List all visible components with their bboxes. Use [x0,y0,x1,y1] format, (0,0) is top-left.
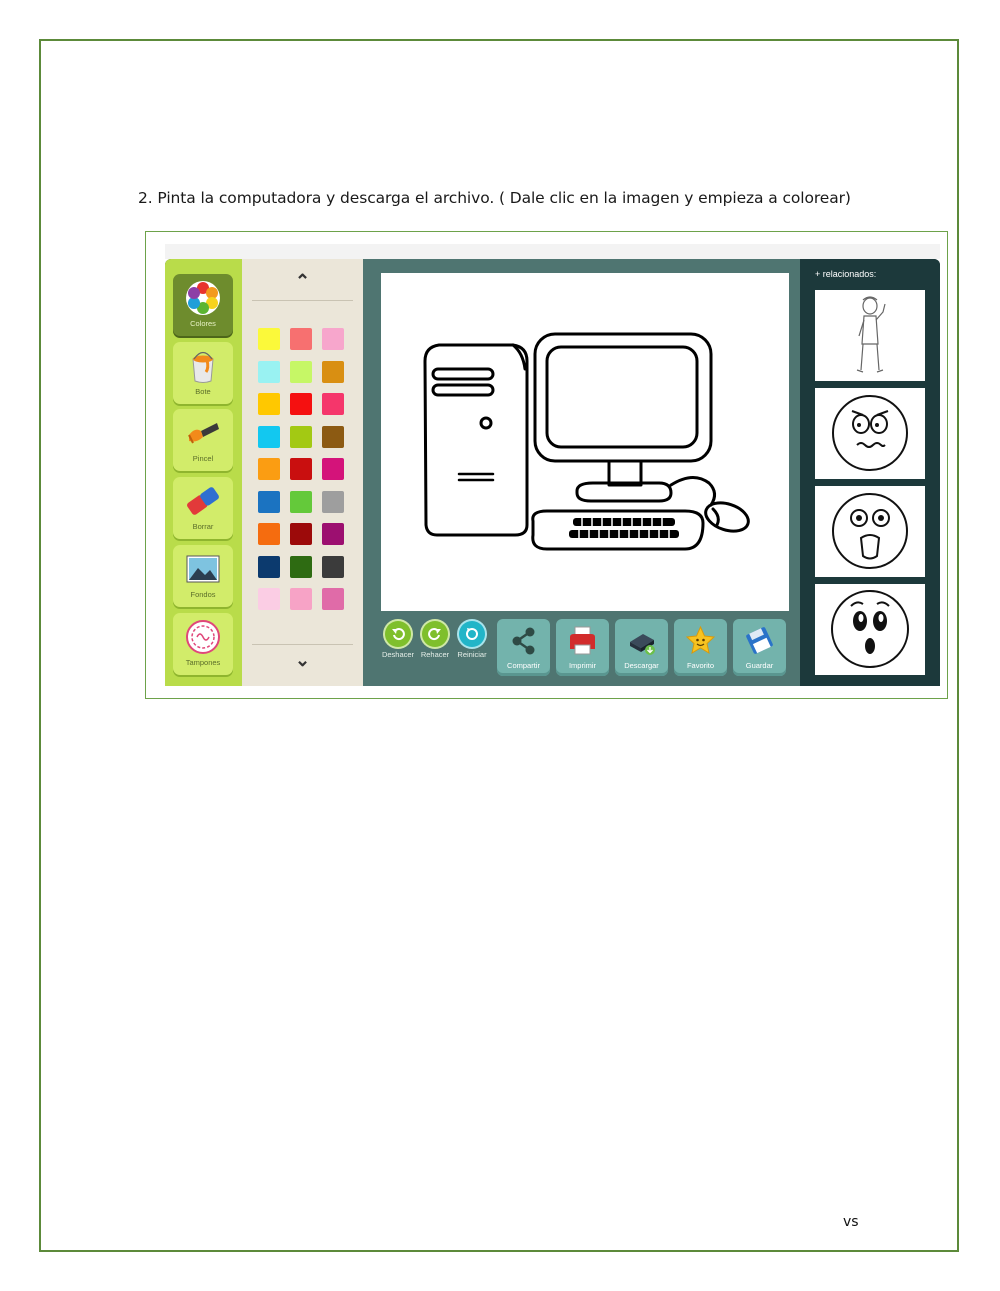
palette-scroll-up-icon[interactable]: ⌃ [294,271,311,291]
redo-label: Rehacer [420,650,450,659]
download-label: Descargar [624,661,659,670]
color-swatch[interactable] [322,426,344,448]
color-swatch[interactable] [290,328,312,350]
coloring-app [165,259,940,686]
color-swatch[interactable] [258,328,280,350]
related-thumb-shocked-face[interactable] [815,584,925,675]
reset-label: Reiniciar [457,650,487,659]
tool-label: Pincel [192,454,214,463]
color-swatch[interactable] [322,491,344,513]
printer-icon [566,624,599,657]
color-swatch[interactable] [258,361,280,383]
stamp-icon [183,617,223,657]
tool-pincel[interactable] [173,409,233,471]
reset-button[interactable] [459,621,485,647]
undo-label: Deshacer [381,650,415,659]
palette-divider [252,644,353,645]
print-label: Imprimir [568,661,597,670]
tools-panel [165,259,242,686]
work-area [363,259,800,686]
color-swatch[interactable] [258,426,280,448]
color-swatch[interactable] [322,458,344,480]
shocked-face-thumbnail [815,584,925,675]
palette-divider [252,300,353,301]
color-swatch[interactable] [258,556,280,578]
drawing-canvas[interactable] [381,273,789,611]
color-swatch[interactable] [322,556,344,578]
instruction-text: 2. Pinta la computadora y descarga el archivo. ( Dale clic en la imagen y empieza a colorear) [138,189,851,207]
tool-label: Borrar [192,522,214,531]
coloring-app-screenshot[interactable] [145,231,948,699]
tool-borrar[interactable] [173,477,233,539]
redo-button[interactable] [422,621,448,647]
color-swatch[interactable] [290,556,312,578]
color-swatch[interactable] [322,328,344,350]
tool-fondos[interactable] [173,545,233,607]
tool-bote[interactable] [173,342,233,404]
redo-icon [427,626,443,642]
scared-face-thumbnail [815,486,925,577]
color-swatch[interactable] [322,393,344,415]
related-thumb-man[interactable] [815,290,925,381]
related-panel [800,259,940,686]
reset-icon [464,626,480,642]
color-swatch[interactable] [290,588,312,610]
color-wheel-icon [183,278,223,318]
color-swatch[interactable] [258,523,280,545]
related-thumb-worried-face[interactable] [815,388,925,479]
tool-colores[interactable] [173,274,233,336]
palette-scroll-down-icon[interactable]: ⌄ [294,650,311,670]
tool-label: Bote [195,387,211,396]
color-swatch[interactable] [322,361,344,383]
color-swatch[interactable] [322,588,344,610]
download-button[interactable] [615,619,668,676]
color-swatch[interactable] [290,523,312,545]
color-swatch[interactable] [322,523,344,545]
related-title: + relacionados: [815,269,877,279]
color-swatch[interactable] [290,491,312,513]
paint-bucket-icon [183,346,223,386]
star-icon [684,624,717,657]
footer-initials: vs [843,1214,859,1230]
man-figure-thumbnail [815,290,925,381]
color-swatch[interactable] [258,458,280,480]
save-label: Guardar [745,661,774,670]
color-swatch[interactable] [258,491,280,513]
computer-line-drawing [381,273,789,611]
undo-button[interactable] [385,621,411,647]
tool-label: Fondos [190,590,216,599]
download-icon [625,624,658,657]
print-button[interactable] [556,619,609,676]
tool-tampones[interactable] [173,613,233,675]
tool-label: Colores [190,319,216,328]
background-image-icon [183,549,223,589]
color-swatch[interactable] [258,588,280,610]
color-swatch[interactable] [290,361,312,383]
tool-label: Tampones [185,658,221,667]
related-thumb-scared-face[interactable] [815,486,925,577]
share-label: Compartir [507,661,540,670]
color-swatch[interactable] [290,393,312,415]
color-swatch[interactable] [290,426,312,448]
eraser-icon [183,481,223,521]
color-swatch[interactable] [290,458,312,480]
floppy-disk-icon [743,624,776,657]
color-swatch[interactable] [258,393,280,415]
save-button[interactable] [733,619,786,676]
favorite-button[interactable] [674,619,727,676]
share-icon [507,624,540,657]
share-button[interactable] [497,619,550,676]
favorite-label: Favorito [686,661,715,670]
undo-icon [390,626,406,642]
palette-panel [242,259,363,686]
worried-face-thumbnail [815,388,925,479]
screenshot-top-band [165,244,940,259]
brush-icon [183,413,223,453]
